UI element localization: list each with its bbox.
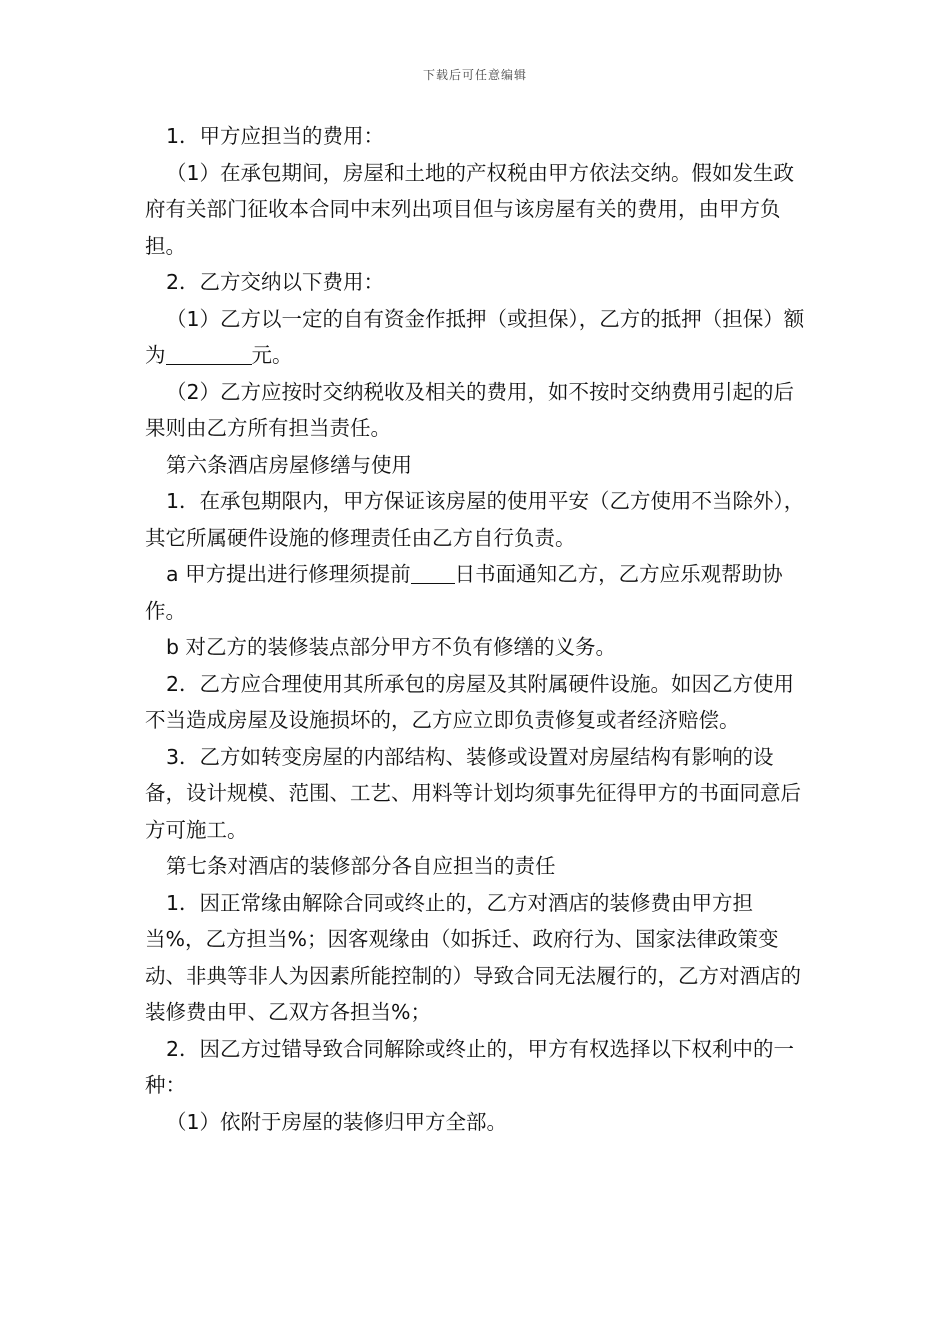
paragraph-14: 2．因乙方过错导致合同解除或终止的，甲方有权选择以下权利中的一种： [145, 1036, 795, 1097]
document-body [145, 118, 810, 1140]
paragraph-10: 2．乙方应合理使用其所承包的房屋及其附属硬件设施。如因乙方使用不当造成房屋及设施损坏的，乙方应立即负责修复或者经济赔偿。 [145, 671, 795, 732]
paragraph-8-before: a 甲方提出进行修理须提前 [166, 562, 411, 586]
paragraph-15: （1）依附于房屋的装修归甲方全部。 [166, 1109, 508, 1134]
paragraph-8-after: 日书面通知乙方，乙方应乐观帮助协作。 [145, 562, 783, 623]
paragraph-1: 1．甲方应担当的费用： [166, 124, 385, 148]
deposit-amount-blank[interactable] [166, 342, 252, 365]
section-6-heading: 第六条酒店房屋修缮与使用 [166, 452, 412, 477]
paragraph-4-before: （1）乙方以一定的自有资金作抵押（或担保），乙方的抵押（担保）额为 [145, 306, 805, 367]
paragraph-11: 3．乙方如转变房屋的内部结构、装修或设置对房屋结构有影响的设备，设计规模、范围、工艺、用料等计划均须事先征得甲方的书面同意后方可施工。 [145, 744, 801, 842]
page-header: 下载后可任意编辑 [422, 68, 527, 82]
paragraph-8 [145, 556, 810, 629]
paragraph-5: （2）乙方应按时交纳税收及相关的费用，如不按时交纳费用引起的后果则由乙方所有担当责任。 [145, 379, 795, 440]
paragraph-7: 1．在承包期限内，甲方保证该房屋的使用平安（乙方使用不当除外），其它所属硬件设施的修理责任由乙方自行负责。 [145, 489, 805, 550]
paragraph-13: 1．因正常缘由解除合同或终止的，乙方对酒店的装修费由甲方担当%，乙方担当%；因客观缘由（如拆迁、政府行为、国家法律政策变动、非典等非人为因素所能控制的）导致合同无法履行的，乙方对酒店的装修费由甲、乙双方各担当%； [145, 890, 801, 1024]
paragraph-2: （1）在承包期间，房屋和土地的产权税由甲方依法交纳。假如发生政府有关部门征收本合同中末列出项目但与该房屋有关的费用，由甲方负担。 [145, 160, 795, 258]
section-7-heading: 第七条对酒店的装修部分各自应担当的责任 [166, 854, 556, 878]
paragraph-9: b 对乙方的装修装点部分甲方不负有修缮的义务。 [166, 635, 617, 659]
notice-days-blank[interactable] [411, 561, 455, 584]
paragraph-3: 2．乙方交纳以下费用： [166, 270, 385, 294]
paragraph-4 [145, 301, 810, 374]
paragraph-4-after: 元。 [251, 343, 293, 367]
